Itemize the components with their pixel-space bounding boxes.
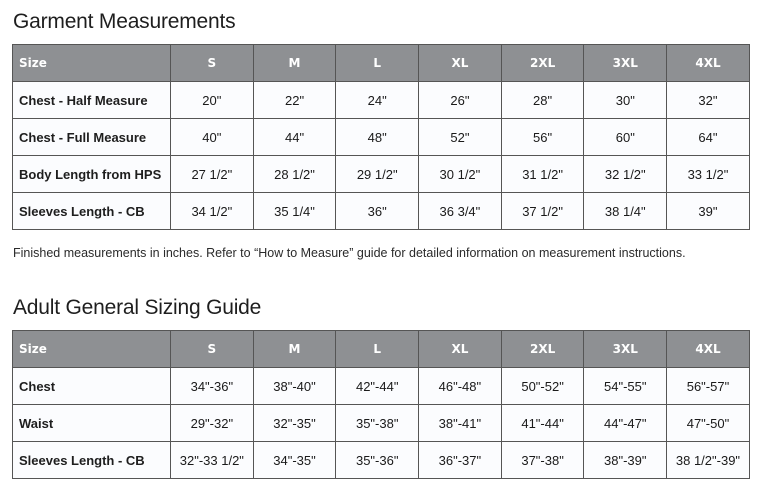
size-header-2xl: 2XL [501,331,584,368]
table-cell: 37"-38" [501,442,584,479]
table-cell: 22" [253,82,336,119]
table-cell: 30 1/2" [419,156,502,193]
table-header-row [13,45,750,82]
table-cell: 41"-44" [501,405,584,442]
table-cell: 26" [419,82,502,119]
table-cell: 35"-38" [336,405,419,442]
table-cell: 24" [336,82,419,119]
table-cell: 36" [336,193,419,230]
row-label: Waist [13,405,171,442]
adult-sizing-guide-table [12,330,750,479]
table-cell: 29"-32" [171,405,254,442]
size-header-xl: XL [419,45,502,82]
table-cell: 38"-41" [419,405,502,442]
size-header-xl: XL [419,331,502,368]
table-cell: 34 1/2" [171,193,254,230]
size-header-m: M [253,331,336,368]
table-row [13,442,750,479]
row-label: Chest - Half Measure [13,82,171,119]
table-cell: 20" [171,82,254,119]
table-cell: 39" [667,193,750,230]
table-cell: 35 1/4" [253,193,336,230]
table-cell: 32" [667,82,750,119]
table-cell: 36 3/4" [419,193,502,230]
table-cell: 64" [667,119,750,156]
size-header-4xl: 4XL [667,331,750,368]
table-cell: 32"-35" [253,405,336,442]
table-cell: 32"-33 1/2" [171,442,254,479]
size-header-s: S [171,331,254,368]
size-header-s: S [171,45,254,82]
table-cell: 44"-47" [584,405,667,442]
table-cell: 56" [501,119,584,156]
table-cell: 56"-57" [667,368,750,405]
table-cell: 40" [171,119,254,156]
table-cell: 60" [584,119,667,156]
row-label: Chest - Full Measure [13,119,171,156]
garment-measurements-table [12,44,750,230]
table-cell: 50"-52" [501,368,584,405]
size-header-2xl: 2XL [501,45,584,82]
table-cell: 29 1/2" [336,156,419,193]
table-cell: 37 1/2" [501,193,584,230]
table-row [13,405,750,442]
row-label: Sleeves Length - CB [13,442,171,479]
table-row [13,193,750,230]
table-cell: 38"-40" [253,368,336,405]
table-cell: 38"-39" [584,442,667,479]
table-cell: 38 1/4" [584,193,667,230]
table-cell: 36"-37" [419,442,502,479]
size-header-m: M [253,45,336,82]
table-cell: 54"-55" [584,368,667,405]
table-cell: 27 1/2" [171,156,254,193]
table-cell: 35"-36" [336,442,419,479]
table-cell: 44" [253,119,336,156]
size-header-3xl: 3XL [584,45,667,82]
table-row [13,368,750,405]
table-cell: 28 1/2" [253,156,336,193]
table-row [13,119,750,156]
table-cell: 31 1/2" [501,156,584,193]
table-row [13,156,750,193]
table-cell: 34"-36" [171,368,254,405]
garment-measurements-title: Garment Measurements [13,10,236,33]
table-cell: 34"-35" [253,442,336,479]
table-cell: 42"-44" [336,368,419,405]
table-cell: 28" [501,82,584,119]
table-cell: 38 1/2"-39" [667,442,750,479]
table-cell: 47"-50" [667,405,750,442]
table-cell: 52" [419,119,502,156]
size-column-header: Size [13,45,171,82]
size-header-l: L [336,45,419,82]
table-cell: 32 1/2" [584,156,667,193]
table-header-row [13,331,750,368]
table-cell: 33 1/2" [667,156,750,193]
table-row [13,82,750,119]
size-header-4xl: 4XL [667,45,750,82]
table-cell: 30" [584,82,667,119]
size-header-3xl: 3XL [584,331,667,368]
adult-sizing-guide-title: Adult General Sizing Guide [13,296,262,319]
row-label: Sleeves Length - CB [13,193,171,230]
size-header-l: L [336,331,419,368]
row-label: Chest [13,368,171,405]
table-cell: 48" [336,119,419,156]
size-column-header: Size [13,331,171,368]
table-cell: 46"-48" [419,368,502,405]
row-label: Body Length from HPS [13,156,171,193]
measurement-note: Finished measurements in inches. Refer to “How to Measure” guide for detailed information on measurement instructions. [13,246,686,260]
